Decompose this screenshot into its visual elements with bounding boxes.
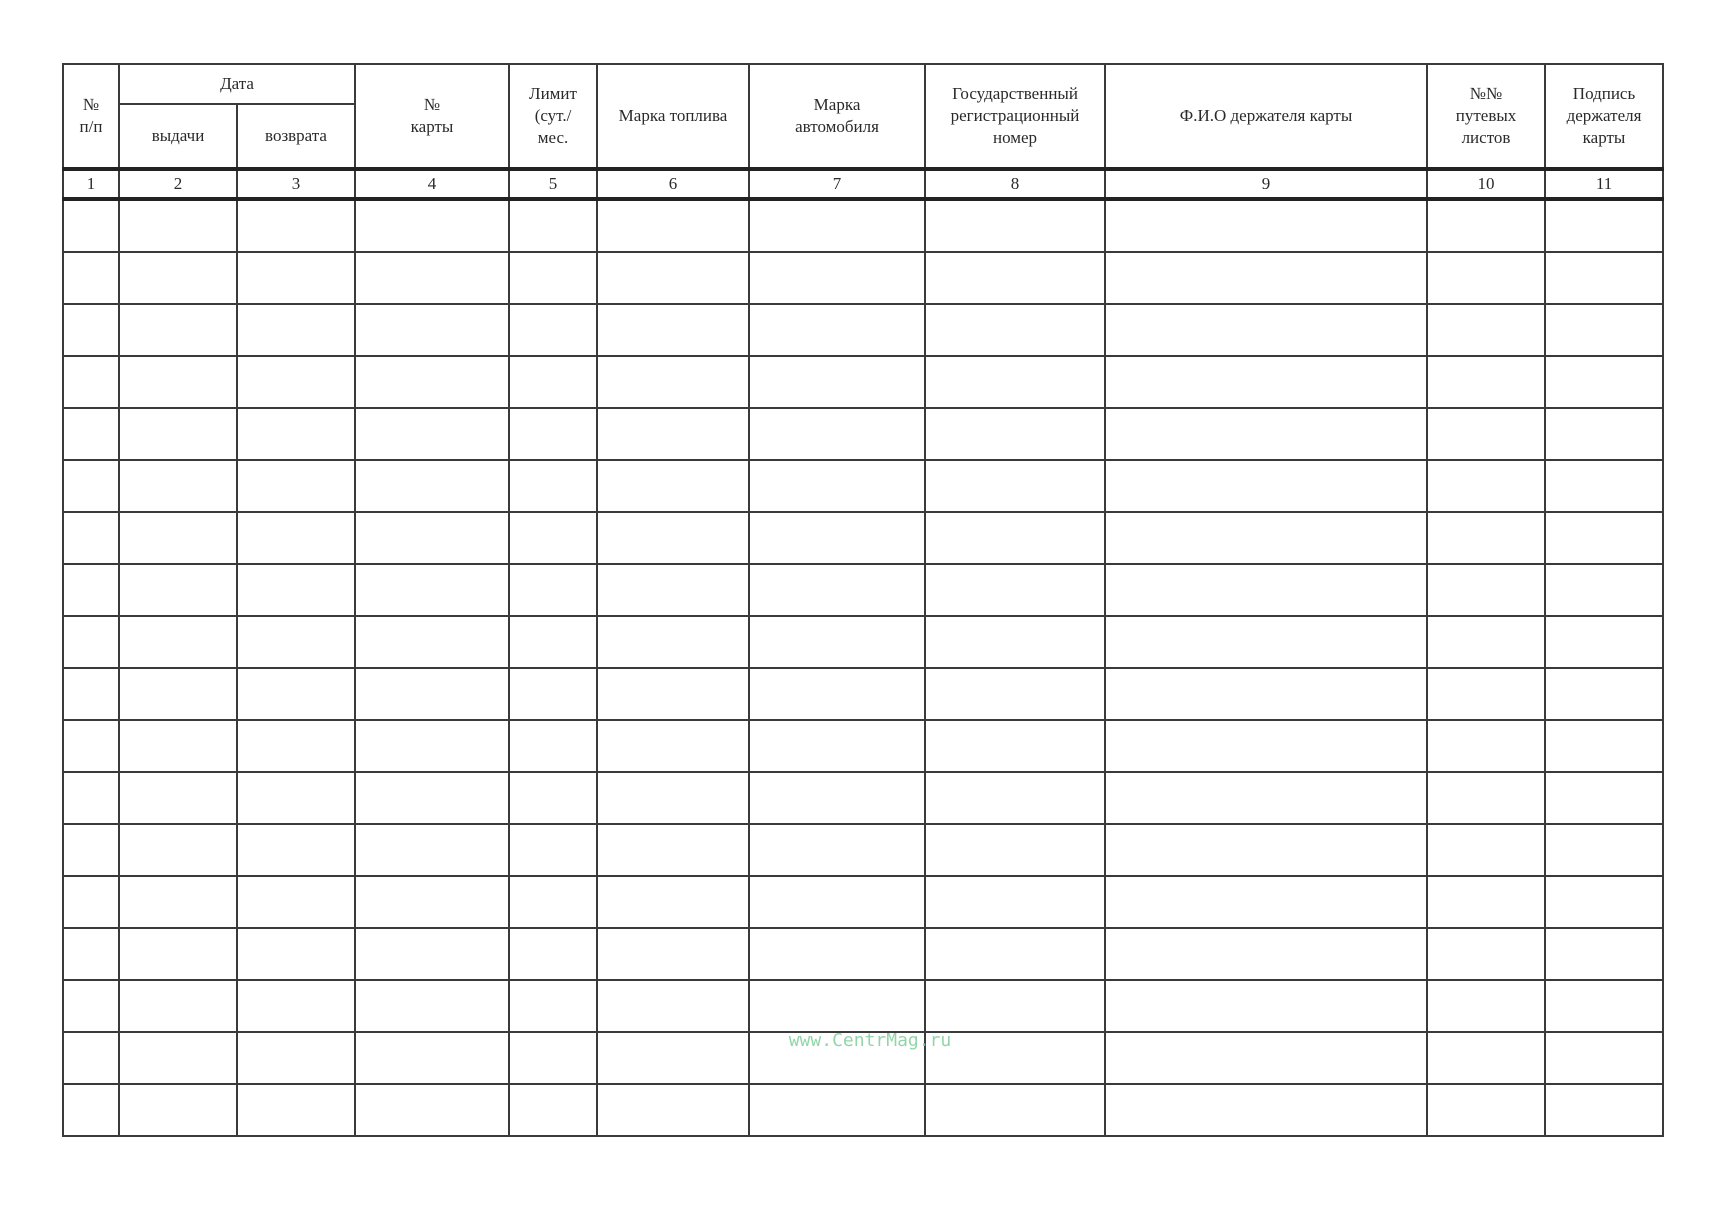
header-card-number: № карты <box>355 64 509 169</box>
table-row <box>63 199 1663 252</box>
header-date-group: Дата <box>119 64 355 104</box>
watermark-text: www.CentrMag.ru <box>788 1030 952 1051</box>
table-cell[interactable] <box>749 304 925 356</box>
table-cell[interactable] <box>1105 772 1427 824</box>
table-cell[interactable] <box>63 512 119 564</box>
table-cell[interactable] <box>749 199 925 252</box>
table-cell[interactable] <box>237 876 355 928</box>
column-number: 2 <box>119 169 237 199</box>
table-cell[interactable] <box>237 199 355 252</box>
table-cell[interactable] <box>1545 304 1663 356</box>
table-row <box>63 928 1663 980</box>
table-cell[interactable] <box>63 876 119 928</box>
table-cell[interactable] <box>237 980 355 1032</box>
table-cell[interactable] <box>119 928 237 980</box>
table-cell[interactable] <box>355 460 509 512</box>
table-cell[interactable] <box>509 1032 597 1084</box>
table-cell[interactable] <box>509 668 597 720</box>
column-number: 6 <box>597 169 749 199</box>
table-cell[interactable] <box>1427 199 1545 252</box>
table-cell[interactable] <box>355 876 509 928</box>
table-cell[interactable] <box>1105 512 1427 564</box>
table-cell[interactable] <box>237 824 355 876</box>
table-cell[interactable] <box>1105 199 1427 252</box>
table-cell[interactable] <box>1545 616 1663 668</box>
table-cell[interactable] <box>925 928 1105 980</box>
table-cell[interactable] <box>1545 772 1663 824</box>
header-holder-name: Ф.И.О держателя карты <box>1105 64 1427 169</box>
table-cell[interactable] <box>749 668 925 720</box>
table-cell[interactable] <box>925 616 1105 668</box>
table-cell[interactable] <box>509 564 597 616</box>
table-cell[interactable] <box>1545 512 1663 564</box>
table-row <box>63 616 1663 668</box>
table-cell[interactable] <box>119 408 237 460</box>
table-cell[interactable] <box>925 304 1105 356</box>
table-cell[interactable] <box>749 980 925 1032</box>
table-cell[interactable] <box>509 304 597 356</box>
table-cell[interactable] <box>63 980 119 1032</box>
table-cell[interactable] <box>355 772 509 824</box>
table-row <box>63 512 1663 564</box>
table-cell[interactable] <box>355 1084 509 1136</box>
table-cell[interactable] <box>1105 252 1427 304</box>
table-cell[interactable] <box>1545 199 1663 252</box>
table-cell[interactable] <box>1427 1084 1545 1136</box>
table-cell[interactable] <box>509 252 597 304</box>
table-cell[interactable] <box>355 616 509 668</box>
table-cell[interactable] <box>509 720 597 772</box>
table-cell[interactable] <box>63 772 119 824</box>
table-cell[interactable] <box>509 1084 597 1136</box>
table-cell[interactable] <box>63 1032 119 1084</box>
table-cell[interactable] <box>1427 616 1545 668</box>
table-cell[interactable] <box>63 304 119 356</box>
table-cell[interactable] <box>237 772 355 824</box>
table-cell[interactable] <box>925 460 1105 512</box>
table-cell[interactable] <box>63 668 119 720</box>
table-cell[interactable] <box>355 512 509 564</box>
table-cell[interactable] <box>355 720 509 772</box>
table-row <box>63 720 1663 772</box>
table-cell[interactable] <box>119 199 237 252</box>
table-cell[interactable] <box>1105 408 1427 460</box>
column-number-row <box>63 169 1663 199</box>
table-cell[interactable] <box>1545 564 1663 616</box>
column-number: 7 <box>749 169 925 199</box>
table-cell[interactable] <box>925 408 1105 460</box>
header-limit: Лимит (сут./ мес. <box>509 64 597 169</box>
table-cell[interactable] <box>1427 668 1545 720</box>
table-cell[interactable] <box>63 616 119 668</box>
table-cell[interactable] <box>119 616 237 668</box>
table-cell[interactable] <box>1427 304 1545 356</box>
table-cell[interactable] <box>1545 1084 1663 1136</box>
table-cell[interactable] <box>63 356 119 408</box>
table-cell[interactable] <box>1545 668 1663 720</box>
table-cell[interactable] <box>237 616 355 668</box>
table-cell[interactable] <box>1105 668 1427 720</box>
table-cell[interactable] <box>925 980 1105 1032</box>
header-registration-number: Государственный регистрационный номер <box>925 64 1105 169</box>
table-cell[interactable] <box>1545 876 1663 928</box>
table-cell[interactable] <box>509 876 597 928</box>
table-cell[interactable] <box>1105 824 1427 876</box>
table-cell[interactable] <box>597 616 749 668</box>
table-row <box>63 408 1663 460</box>
table-cell[interactable] <box>1545 980 1663 1032</box>
table-cell[interactable] <box>355 928 509 980</box>
table-cell[interactable] <box>355 1032 509 1084</box>
table-cell[interactable] <box>355 980 509 1032</box>
table-cell[interactable] <box>925 720 1105 772</box>
table-cell[interactable] <box>925 668 1105 720</box>
table-row <box>63 668 1663 720</box>
table-cell[interactable] <box>1427 512 1545 564</box>
table-cell[interactable] <box>1427 980 1545 1032</box>
table-cell[interactable] <box>63 252 119 304</box>
table-cell[interactable] <box>1427 824 1545 876</box>
table-cell[interactable] <box>237 1032 355 1084</box>
table-cell[interactable] <box>1545 356 1663 408</box>
table-cell[interactable] <box>749 564 925 616</box>
table-cell[interactable] <box>1545 1032 1663 1084</box>
table-cell[interactable] <box>597 720 749 772</box>
table-cell[interactable] <box>119 980 237 1032</box>
table-row <box>63 564 1663 616</box>
table-cell[interactable] <box>119 356 237 408</box>
table-cell[interactable] <box>925 772 1105 824</box>
table-cell[interactable] <box>237 668 355 720</box>
table-cell[interactable] <box>925 356 1105 408</box>
table-cell[interactable] <box>1105 616 1427 668</box>
table-cell[interactable] <box>597 408 749 460</box>
table-cell[interactable] <box>237 252 355 304</box>
column-number: 9 <box>1105 169 1427 199</box>
column-number: 3 <box>237 169 355 199</box>
table-body <box>63 199 1663 1136</box>
header-date-return: возврата <box>237 104 355 169</box>
header-holder-signature: Подпись держателя карты <box>1545 64 1663 169</box>
table-cell[interactable] <box>597 304 749 356</box>
table-cell[interactable] <box>597 668 749 720</box>
table-cell[interactable] <box>119 772 237 824</box>
table-cell[interactable] <box>237 720 355 772</box>
table-row <box>63 356 1663 408</box>
table-cell[interactable] <box>1545 928 1663 980</box>
table-cell[interactable] <box>749 876 925 928</box>
table-cell[interactable] <box>1105 928 1427 980</box>
table-row <box>63 1084 1663 1136</box>
table-cell[interactable] <box>1105 980 1427 1032</box>
table-cell[interactable] <box>355 408 509 460</box>
table-cell[interactable] <box>749 408 925 460</box>
table-cell[interactable] <box>237 356 355 408</box>
table-cell[interactable] <box>597 512 749 564</box>
column-number: 10 <box>1427 169 1545 199</box>
column-number: 11 <box>1545 169 1663 199</box>
table-cell[interactable] <box>119 304 237 356</box>
table-cell[interactable] <box>1105 1084 1427 1136</box>
table-cell[interactable] <box>119 668 237 720</box>
column-number: 8 <box>925 169 1105 199</box>
table-cell[interactable] <box>1105 460 1427 512</box>
table-cell[interactable] <box>355 668 509 720</box>
table-cell[interactable] <box>509 356 597 408</box>
table-cell[interactable] <box>597 460 749 512</box>
table-cell[interactable] <box>509 199 597 252</box>
table-cell[interactable] <box>749 460 925 512</box>
table-row <box>63 876 1663 928</box>
table-cell[interactable] <box>1427 356 1545 408</box>
table-cell[interactable] <box>1105 1032 1427 1084</box>
table-cell[interactable] <box>237 460 355 512</box>
table-row <box>63 980 1663 1032</box>
table-cell[interactable] <box>925 1084 1105 1136</box>
fuel-card-register-table <box>62 63 1664 1137</box>
table-cell[interactable] <box>597 772 749 824</box>
table-cell[interactable] <box>355 356 509 408</box>
table-cell[interactable] <box>237 928 355 980</box>
table-cell[interactable] <box>925 564 1105 616</box>
table-cell[interactable] <box>1105 564 1427 616</box>
table-cell[interactable] <box>597 199 749 252</box>
table-cell[interactable] <box>119 720 237 772</box>
table-cell[interactable] <box>925 199 1105 252</box>
table-cell[interactable] <box>119 252 237 304</box>
table-cell[interactable] <box>1427 928 1545 980</box>
table-cell[interactable] <box>749 720 925 772</box>
table-cell[interactable] <box>1427 876 1545 928</box>
table-cell[interactable] <box>237 564 355 616</box>
table-cell[interactable] <box>119 460 237 512</box>
table-cell[interactable] <box>1427 408 1545 460</box>
table-row <box>63 460 1663 512</box>
table-cell[interactable] <box>925 252 1105 304</box>
table-cell[interactable] <box>1545 720 1663 772</box>
table-row <box>63 772 1663 824</box>
table-cell[interactable] <box>509 512 597 564</box>
table-row <box>63 824 1663 876</box>
table-cell[interactable] <box>749 252 925 304</box>
header-waybill-numbers: №№ путевых листов <box>1427 64 1545 169</box>
header-row-number: № п/п <box>63 64 119 169</box>
table-cell[interactable] <box>1545 824 1663 876</box>
header-fuel-brand: Марка топлива <box>597 64 749 169</box>
table-cell[interactable] <box>63 928 119 980</box>
table-cell[interactable] <box>119 824 237 876</box>
table-cell[interactable] <box>1105 356 1427 408</box>
table-cell[interactable] <box>509 616 597 668</box>
table-cell[interactable] <box>509 772 597 824</box>
header-car-brand: Марка автомобиля <box>749 64 925 169</box>
table-cell[interactable] <box>1545 460 1663 512</box>
table-cell[interactable] <box>355 564 509 616</box>
table-cell[interactable] <box>237 408 355 460</box>
table-cell[interactable] <box>1427 564 1545 616</box>
table-cell[interactable] <box>925 824 1105 876</box>
table-cell[interactable] <box>925 876 1105 928</box>
column-number: 4 <box>355 169 509 199</box>
table-cell[interactable] <box>749 928 925 980</box>
table-cell[interactable] <box>119 1032 237 1084</box>
table-cell[interactable] <box>509 980 597 1032</box>
table-cell[interactable] <box>63 564 119 616</box>
table-cell[interactable] <box>237 512 355 564</box>
table-cell[interactable] <box>119 876 237 928</box>
table-cell[interactable] <box>63 408 119 460</box>
table-cell[interactable] <box>355 199 509 252</box>
table-cell[interactable] <box>597 356 749 408</box>
table-cell[interactable] <box>63 824 119 876</box>
table-cell[interactable] <box>63 460 119 512</box>
table-cell[interactable] <box>509 928 597 980</box>
table-cell[interactable] <box>119 1084 237 1136</box>
table-cell[interactable] <box>63 199 119 252</box>
table-cell[interactable] <box>925 512 1105 564</box>
table-cell[interactable] <box>509 408 597 460</box>
table-cell[interactable] <box>597 980 749 1032</box>
header-date-issue: выдачи <box>119 104 237 169</box>
column-number: 5 <box>509 169 597 199</box>
table-cell[interactable] <box>1427 772 1545 824</box>
table-cell[interactable] <box>355 304 509 356</box>
table-cell[interactable] <box>237 304 355 356</box>
table-cell[interactable] <box>509 824 597 876</box>
table-cell[interactable] <box>63 1084 119 1136</box>
table-cell[interactable] <box>749 616 925 668</box>
table-cell[interactable] <box>1105 876 1427 928</box>
column-number: 1 <box>63 169 119 199</box>
table-cell[interactable] <box>355 252 509 304</box>
table-cell[interactable] <box>1427 720 1545 772</box>
table-cell[interactable] <box>1545 408 1663 460</box>
table-cell[interactable] <box>597 564 749 616</box>
table-cell[interactable] <box>597 928 749 980</box>
table-cell[interactable] <box>1427 252 1545 304</box>
table-row <box>63 252 1663 304</box>
table-cell[interactable] <box>1545 252 1663 304</box>
table-cell[interactable] <box>237 1084 355 1136</box>
table-cell[interactable] <box>749 512 925 564</box>
table-cell[interactable] <box>597 824 749 876</box>
table-cell[interactable] <box>597 252 749 304</box>
table-cell[interactable] <box>509 460 597 512</box>
table-cell[interactable] <box>1105 720 1427 772</box>
table-cell[interactable] <box>749 824 925 876</box>
table-cell[interactable] <box>355 824 509 876</box>
table-cell[interactable] <box>749 1084 925 1136</box>
table-cell[interactable] <box>119 564 237 616</box>
table-cell[interactable] <box>597 1084 749 1136</box>
table-cell[interactable] <box>749 772 925 824</box>
table-cell[interactable] <box>63 720 119 772</box>
table-row <box>63 304 1663 356</box>
table-cell[interactable] <box>597 876 749 928</box>
table-cell[interactable] <box>1427 460 1545 512</box>
table-cell[interactable] <box>749 356 925 408</box>
table-cell[interactable] <box>119 512 237 564</box>
table-cell[interactable] <box>1427 1032 1545 1084</box>
table-cell[interactable] <box>1105 304 1427 356</box>
